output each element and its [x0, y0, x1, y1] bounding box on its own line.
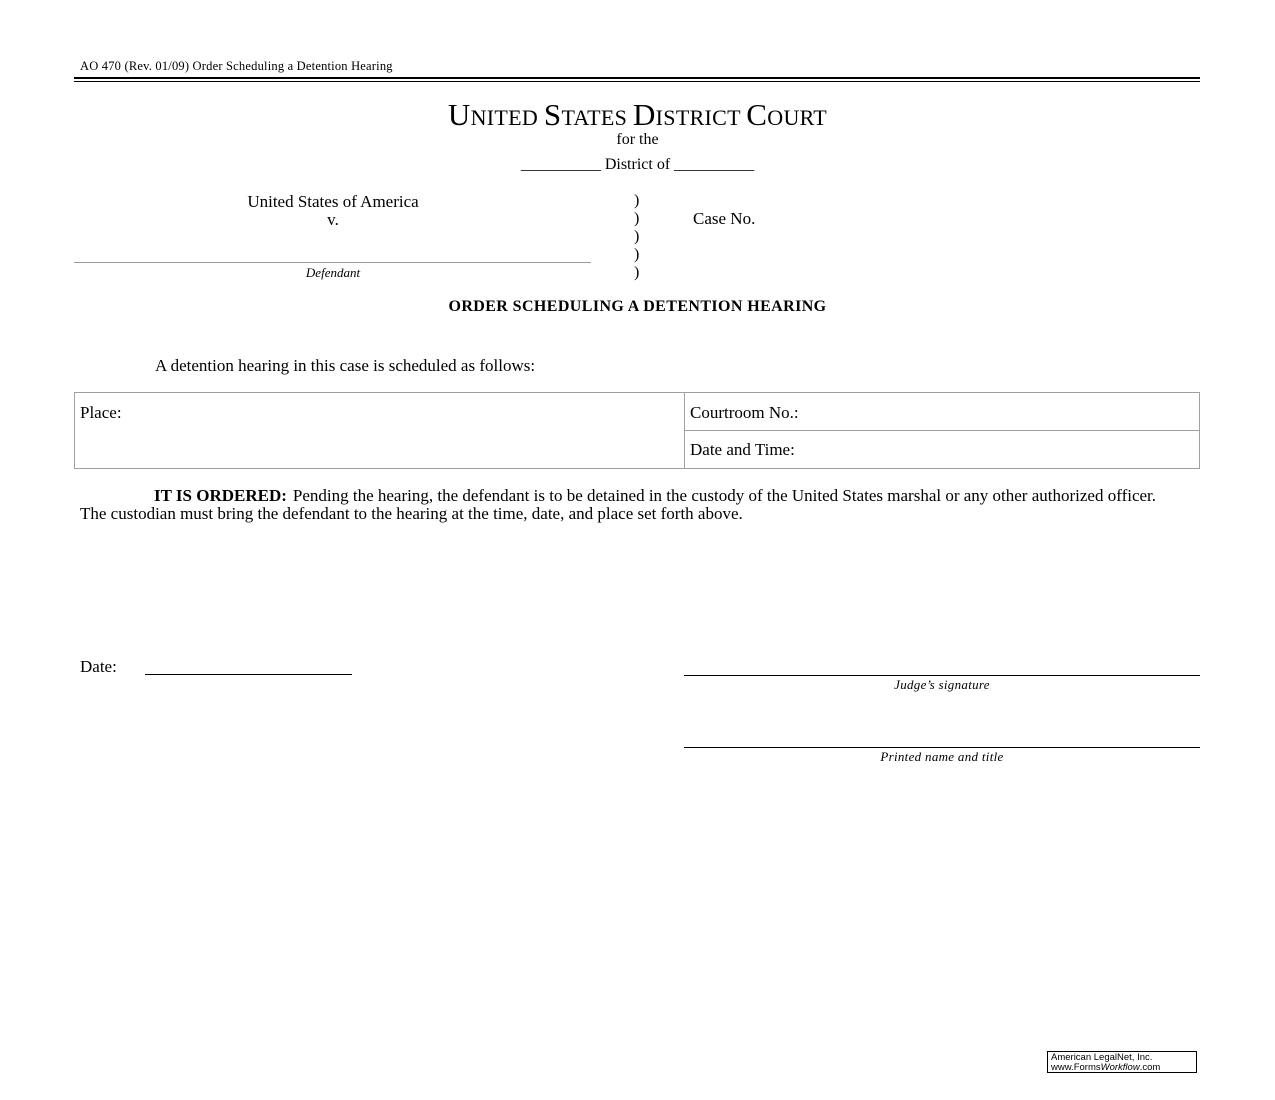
for-the-text: for the — [616, 131, 659, 148]
printed-name-line[interactable] — [684, 747, 1200, 748]
order-title: ORDER SCHEDULING A DETENTION HEARING — [448, 298, 827, 315]
date-label: Date: — [80, 657, 117, 676]
district-line[interactable]: __________ District of __________ — [520, 156, 755, 173]
courtroom-number-field[interactable]: Courtroom No.: — [690, 403, 799, 422]
table-divider-horizontal — [685, 430, 1199, 431]
caption-paren: ) — [634, 192, 640, 209]
publisher-name: American LegalNet, Inc. — [1051, 1052, 1153, 1063]
header-rule-thick — [74, 77, 1200, 79]
defendant-name-line[interactable] — [74, 262, 591, 263]
court-title-rest-d: ISTRICT — [655, 105, 747, 130]
court-title-initial-u: U — [447, 97, 471, 132]
court-title-rest-c: OURT — [767, 105, 828, 130]
caption-paren: ) — [634, 264, 640, 281]
judge-signature-label: Judge’s signature — [894, 677, 990, 692]
court-title-initial-d: D — [632, 97, 656, 132]
publisher-stamp — [1047, 1051, 1197, 1073]
court-title-initial-c: C — [746, 97, 768, 132]
publisher-url — [1051, 1063, 1196, 1073]
date-input-line[interactable] — [145, 674, 352, 675]
versus-text: v. — [327, 210, 339, 229]
publisher-url-italic: Workflow — [1100, 1062, 1140, 1073]
plaintiff-name: United States of America — [247, 192, 419, 211]
header-rule-thin — [74, 81, 1200, 82]
form-identifier: AO 470 (Rev. 01/09) Order Scheduling a Detention Hearing — [80, 59, 393, 73]
case-number-label: Case No. — [693, 209, 756, 228]
caption-paren: ) — [634, 246, 640, 263]
order-body-text: Pending the hearing, the defendant is to be detained in the custody of the United States marshal or any other authorized officer. The custodian must bring the defendant to the hearing at the time, date, and place set forth above. — [80, 486, 1157, 523]
court-title-rest-u: NITED — [470, 105, 544, 130]
court-title-initial-s: S — [543, 97, 562, 132]
publisher-url-suffix: .com — [1139, 1062, 1161, 1073]
printed-name-label: Printed name and title — [880, 749, 1004, 764]
caption-paren: ) — [634, 210, 640, 227]
place-field[interactable]: Place: — [80, 403, 122, 422]
date-time-field[interactable]: Date and Time: — [690, 440, 795, 459]
order-heading: IT IS ORDERED: — [154, 486, 287, 505]
order-paragraph — [80, 487, 1170, 523]
defendant-label: Defendant — [305, 265, 361, 280]
court-title-rest-s: TATES — [561, 105, 633, 130]
court-title — [0, 97, 1275, 133]
caption-paren: ) — [634, 228, 640, 245]
hearing-intro-text: A detention hearing in this case is scheduled as follows: — [155, 356, 536, 375]
publisher-url-prefix: www.Forms — [1051, 1062, 1101, 1073]
judge-signature-line[interactable] — [684, 675, 1200, 676]
